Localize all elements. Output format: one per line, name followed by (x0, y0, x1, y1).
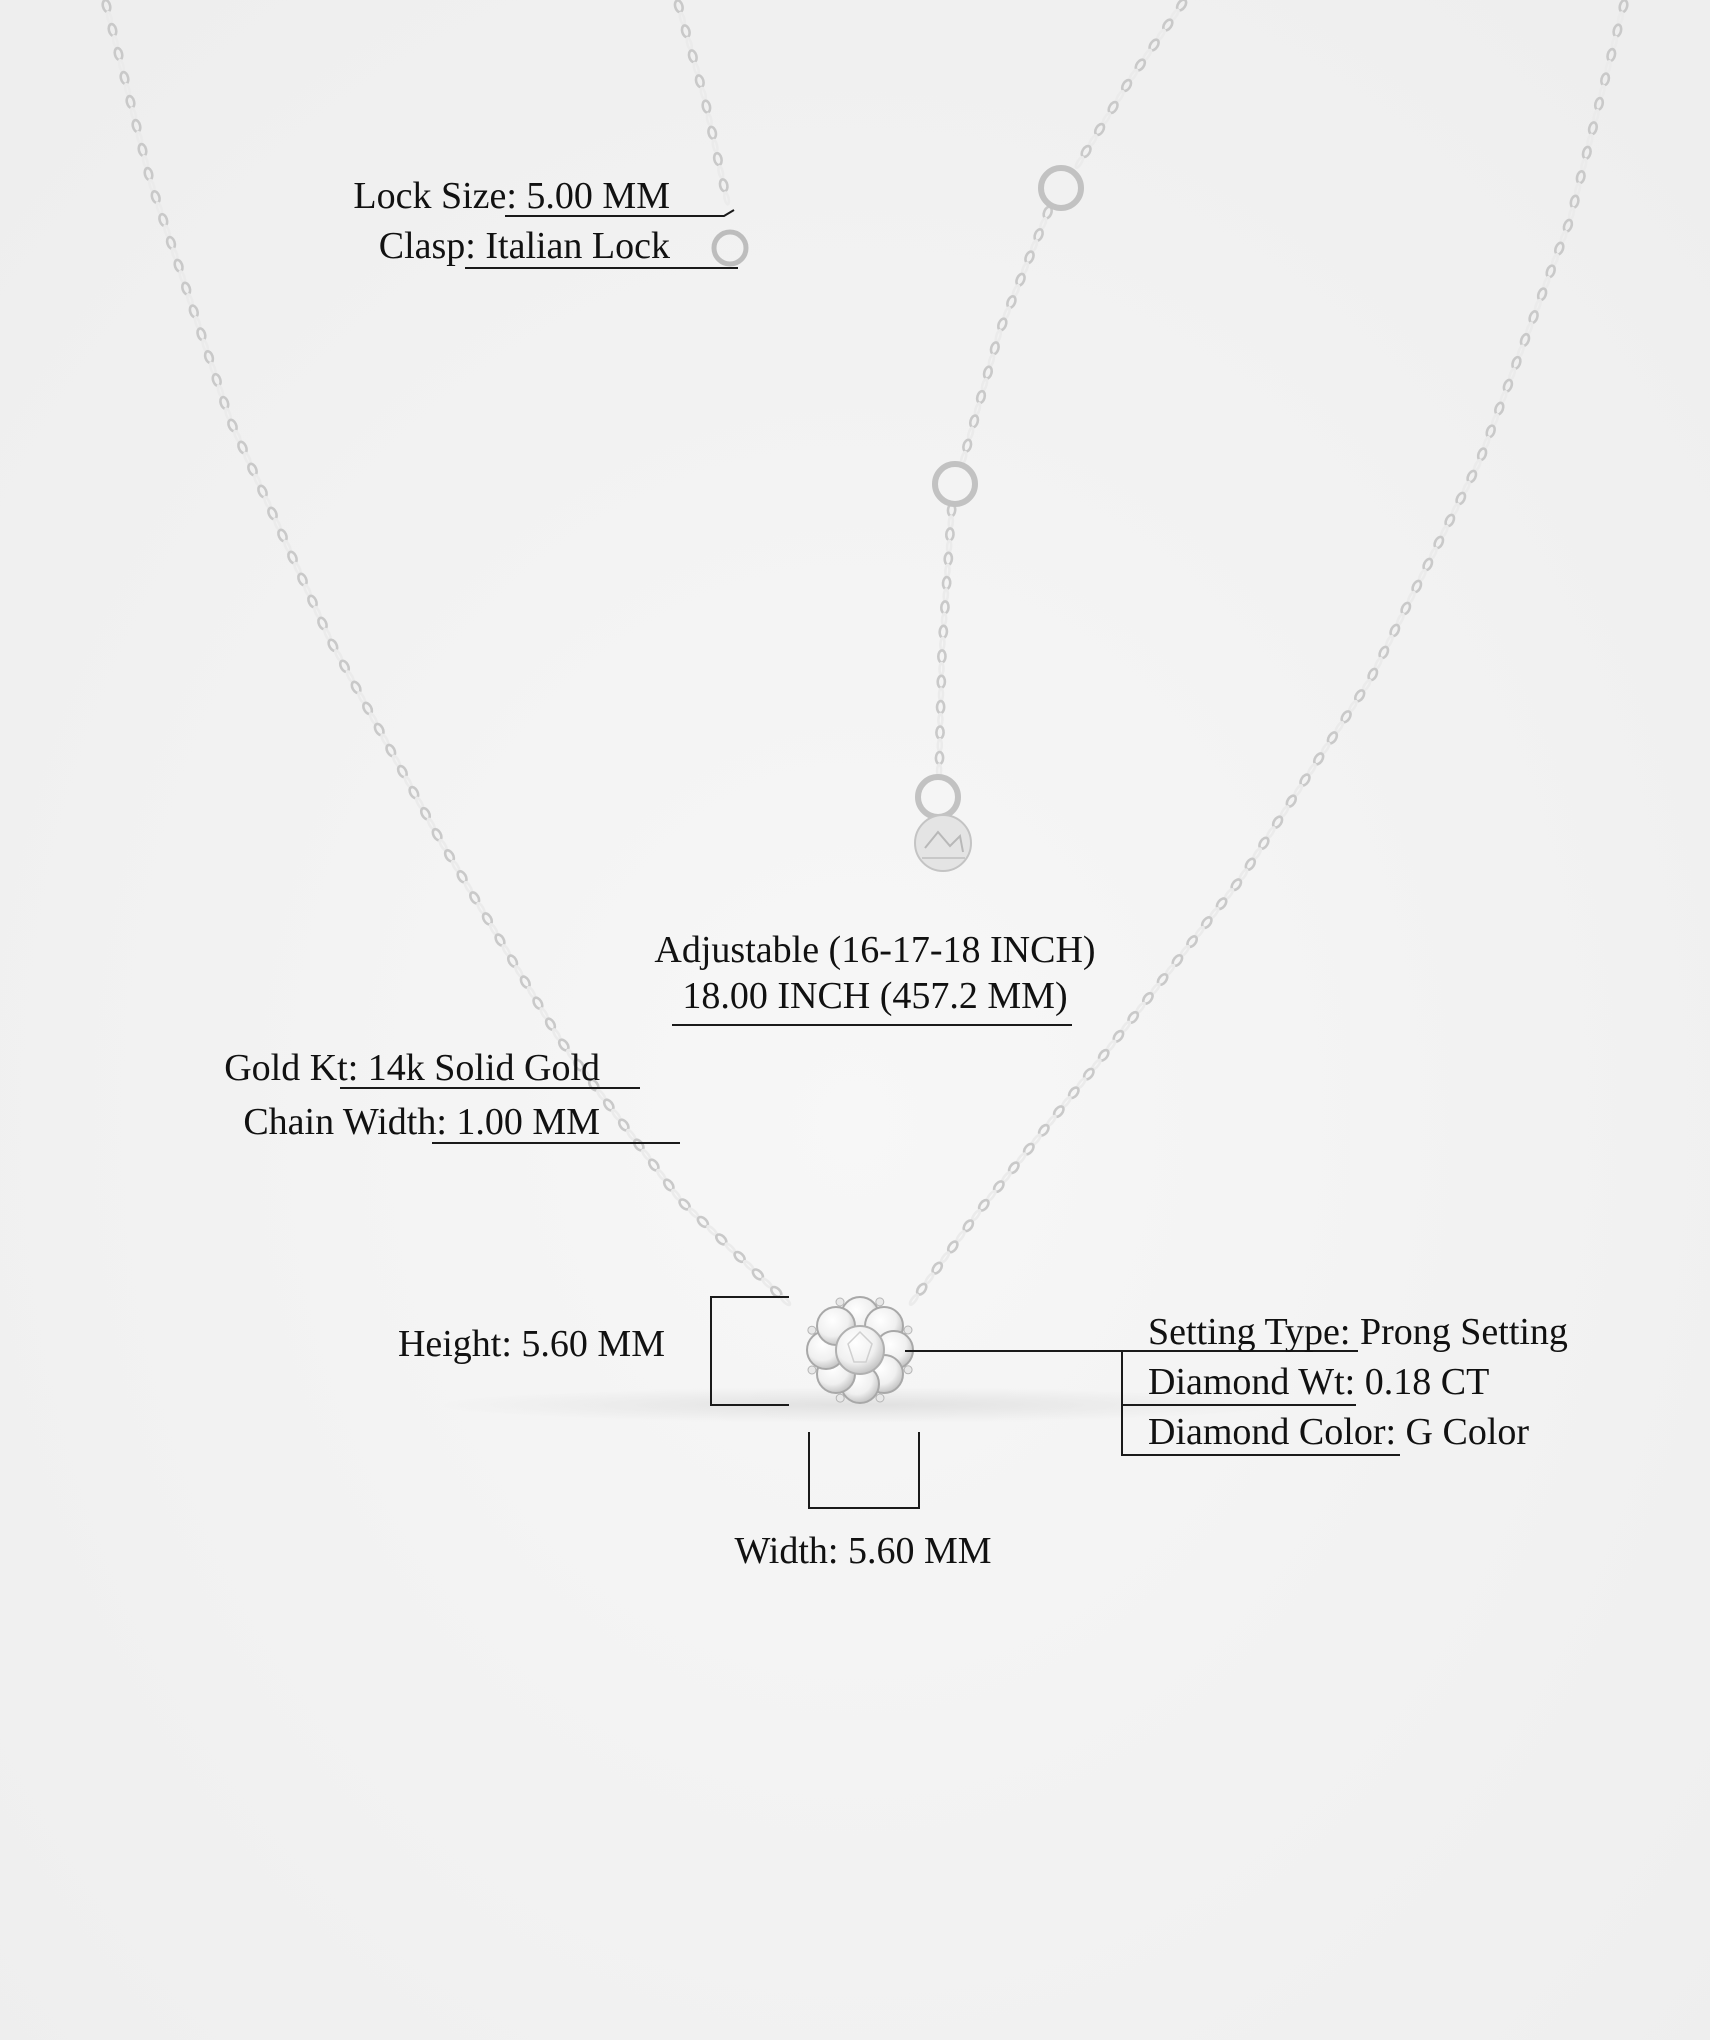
prong (904, 1326, 912, 1334)
width-spec (680, 1529, 1046, 1573)
diamond-color-value: G Color (1405, 1411, 1530, 1453)
gold-kt-spec (100, 1046, 600, 1090)
clasp-spec (240, 224, 670, 268)
gold-kt-label: Gold Kt: (224, 1047, 359, 1089)
diamond-wt-label: Diamond Wt: (1148, 1361, 1356, 1403)
lock-size-spec (240, 174, 670, 218)
flower-pendant (807, 1297, 913, 1403)
adjustable-length: Adjustable (16-17-18 INCH) (654, 929, 1096, 971)
height-spec (250, 1322, 665, 1366)
extender-tag (915, 815, 971, 871)
prong (836, 1298, 844, 1306)
lock-size-value: 5.00 MM (526, 175, 670, 217)
prong (904, 1366, 912, 1374)
lock-size-label: Lock Size: (353, 175, 517, 217)
prong (808, 1326, 816, 1334)
prong (836, 1394, 844, 1402)
prong (876, 1394, 884, 1402)
width-label: Width: (734, 1530, 839, 1572)
gold-kt-value: 14k Solid Gold (367, 1047, 600, 1089)
prong (876, 1298, 884, 1306)
diamond-wt-value: 0.18 CT (1364, 1361, 1490, 1403)
setting-type-label: Setting Type: (1148, 1311, 1351, 1353)
chain-width-spec (100, 1100, 600, 1144)
chain-width-value: 1.00 MM (456, 1101, 600, 1143)
prong (808, 1366, 816, 1374)
height-value: 5.60 MM (521, 1323, 665, 1365)
clasp-value: Italian Lock (485, 225, 670, 267)
setting-type-spec (1148, 1310, 1568, 1354)
clasp-label: Clasp: (378, 225, 476, 267)
diamond-color-spec (1148, 1410, 1529, 1454)
chain-width-label: Chain Width: (243, 1101, 447, 1143)
diamond-color-label: Diamond Color: (1148, 1411, 1397, 1453)
diamond-wt-spec (1148, 1360, 1489, 1404)
width-value: 5.60 MM (847, 1530, 992, 1572)
height-label: Height: (397, 1323, 512, 1365)
setting-type-value: Prong Setting (1359, 1311, 1568, 1353)
chain-length: 18.00 INCH (457.2 MM) (682, 975, 1068, 1017)
